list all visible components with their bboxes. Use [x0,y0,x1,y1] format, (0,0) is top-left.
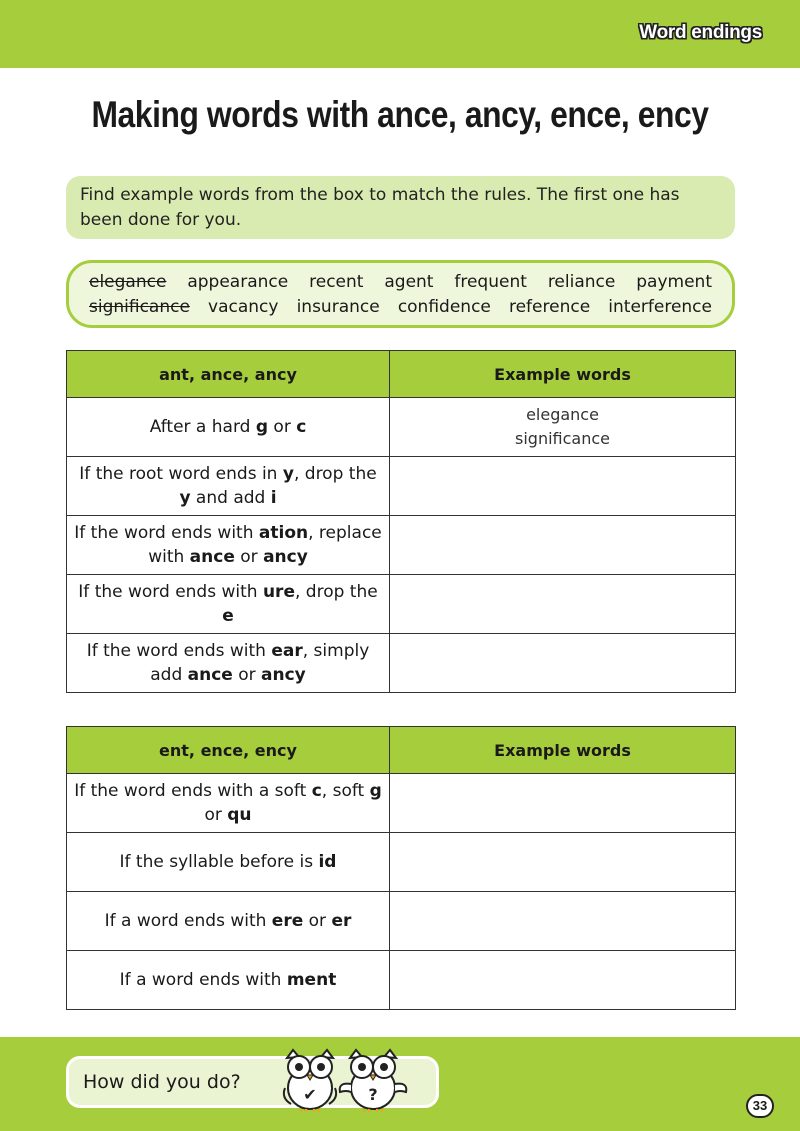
word-box-word: reference [508,297,591,317]
word-box-row-1 [89,270,712,295]
rule-ending: id [318,852,337,872]
rule-cell [67,516,390,575]
example-words-cell[interactable] [390,833,736,892]
rule-ending: ancy [261,665,306,685]
rule-ending: ance [187,665,233,685]
example-words-cell[interactable] [390,398,736,457]
rule-text: or [232,665,262,685]
rule-ending: ment [286,970,337,990]
page-title: Making words with ance, ancy, ence, ency [91,94,709,135]
rule-text: and add [190,488,271,508]
how-did-you-do-label: How did you do? [83,1071,241,1093]
rule-text: If a word ends with [104,911,272,931]
rule-ending: c [296,417,307,437]
table-row [67,833,736,892]
example-word: significance [515,429,610,448]
word-box-word: agent [384,272,434,292]
rule-cell [67,457,390,516]
rule-ending: er [331,911,352,931]
page-number: 33 [746,1094,774,1118]
rules-table-ance [66,350,736,693]
word-box-word: appearance [187,272,289,292]
rule-ending: ance [189,547,235,567]
rule-text: or [303,911,332,931]
rule-ending: i [270,488,277,508]
rule-cell [67,892,390,951]
owl-tick-icon[interactable] [279,1048,341,1112]
example-words-cell[interactable] [390,575,736,634]
rule-text: If the word ends with a soft [74,781,312,801]
word-box-word: interference [608,297,712,317]
rule-cell [67,774,390,833]
rule-text: , simply add [150,641,370,685]
rule-text: or [204,805,228,825]
rule-ending: ear [271,641,303,661]
rule-ending: qu [227,805,252,825]
rule-ending: c [311,781,322,801]
rule-text: If a word ends with [119,970,287,990]
rules-table-ence [66,726,736,1010]
word-box-word: payment [636,272,712,292]
rule-text: or [234,547,264,567]
example-words-cell[interactable] [390,774,736,833]
example-words-cell[interactable] [390,951,736,1010]
word-box-word: confidence [397,297,491,317]
rule-text: If the syllable before is [119,852,319,872]
word-box-word: reliance [547,272,616,292]
owl-question-mark: ? [368,1085,378,1104]
rule-text: If the word ends with [78,582,263,602]
rule-cell [67,634,390,693]
rule-ending: ure [262,582,295,602]
rule-text: After a hard [149,417,256,437]
rule-ending: y [282,464,294,484]
rule-text: If the root word ends in [79,464,283,484]
table-row [67,398,736,457]
example-words-cell[interactable] [390,516,736,575]
rule-cell [67,951,390,1010]
rule-ending: ere [271,911,304,931]
owl-question-icon[interactable] [338,1048,408,1112]
rule-text: or [268,417,297,437]
rule-text: , drop the [294,582,378,602]
rule-text: If the word ends with [86,641,272,661]
table-row [67,634,736,693]
word-box [66,260,735,328]
example-words-cell[interactable] [390,634,736,693]
column-header-endings: ent, ence, ency [67,727,390,774]
column-header-examples: Example words [390,351,736,398]
rule-cell [67,833,390,892]
rule-cell [67,398,390,457]
instructions-box: Find example words from the box to match the rules. The first one has been done for you. [66,176,735,239]
rule-text: , replace with [148,523,382,567]
column-header-endings: ant, ance, ancy [67,351,390,398]
rule-ending: y [179,488,191,508]
example-words-cell[interactable] [390,892,736,951]
word-box-row-2 [89,295,712,320]
table-row [67,892,736,951]
word-box-word: frequent [454,272,527,292]
rule-ending: ation [258,523,309,543]
word-box-word: vacancy [208,297,279,317]
word-box-word: insurance [296,297,380,317]
word-box-word: elegance [89,272,167,292]
rule-cell [67,575,390,634]
table-row [67,457,736,516]
rule-text: If the word ends with [74,523,259,543]
table-row [67,516,736,575]
rule-text: , drop the [293,464,377,484]
table-row [67,575,736,634]
column-header-examples: Example words [390,727,736,774]
example-words-cell[interactable] [390,457,736,516]
rule-ending: g [369,781,382,801]
rule-text: , soft [321,781,370,801]
rule-ending: g [255,417,269,437]
example-word: elegance [526,405,599,424]
owl-tick-mark: ✔ [303,1085,317,1104]
rule-ending: e [222,606,234,626]
table-row [67,774,736,833]
rule-ending: ancy [263,547,308,567]
table-row [67,951,736,1010]
word-box-word: recent [309,272,364,292]
word-box-word: significance [89,297,190,317]
section-label: Word endings [639,22,762,43]
